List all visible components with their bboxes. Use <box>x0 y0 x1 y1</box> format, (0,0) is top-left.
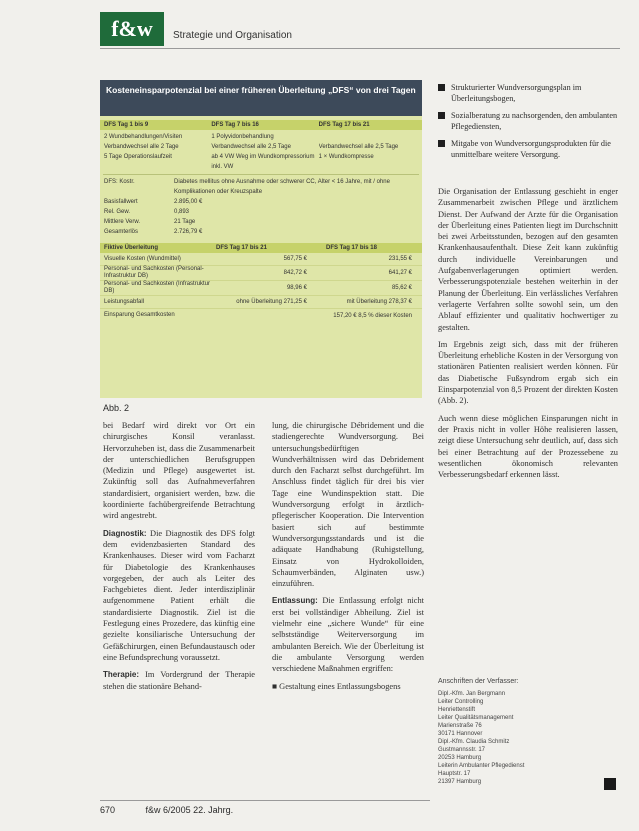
paragraph-lead: Therapie: <box>103 670 140 680</box>
author-addresses <box>438 678 588 786</box>
row-value: 641,27 € <box>388 270 412 276</box>
detail-line: Verbandwechsel alle 2,5 Tage <box>211 144 291 150</box>
kv-value: 21 Tage <box>174 219 196 225</box>
row-value: 157,20 € 8,5 % dieser Kosten <box>333 312 412 319</box>
paragraph-text: ■ Gestaltung eines Entlassungsbogens <box>272 681 401 691</box>
paragraph <box>103 528 255 664</box>
paragraph-lead: Entlassung: <box>272 596 318 606</box>
address-line: Leiter Controlling <box>438 699 484 705</box>
figure-caption: Abb. 2 <box>103 403 130 413</box>
kv-value: 2.895,00 € <box>174 199 203 205</box>
paragraph-text: lung, die chirurgische Débridement und die stadiengerechte Wundversorgung. Bei untersuchungsbedürftigen Wundverhältnissen wird das Debridement durch den Facharzt selbst durchgeführt. Im Anschluss findet täglich für drei bis vier Tage eine Wundinspektion statt. Die Wundversorgung erfolgt in ärztlich-pflegerischer Kooperation. Die Intervention basiert sich auf bestimmte Wundversorgungsstandards und ist die adäquate Handhabung (Ruhigstellung, Einsatz von Hydrokolloiden, Schaumverbänden, Alginaten usw.) einzuführen. <box>272 421 424 589</box>
address-line: Leiter Qualitätsmanagement <box>438 715 514 721</box>
table-row <box>100 296 422 309</box>
bullet-list <box>438 82 618 166</box>
page-footer <box>100 805 233 815</box>
row-value: 567,75 € <box>283 256 307 262</box>
paragraph: Auch wenn diese möglichen Einsparungen nicht in der Praxis nicht in voller Höhe realisieren lassen, zeigt diese Untersuchung sehr deutlich, auf, dass sich bei einer Betrachtung auf der Prozessebene zu wesentlichen ökonomisch relevanten Verbesserungsbedarf erkennen lässt. <box>438 413 618 480</box>
kv-row <box>100 217 422 227</box>
bullet-text: Mitgabe von Wundversorgungsprodukten für die unmittelbare weitere Versorgung. <box>451 139 611 159</box>
phase-details-col-2 <box>207 132 314 172</box>
table-header-cell: Fiktive Überleitung <box>104 245 159 251</box>
end-of-article-mark <box>604 778 616 790</box>
row-label: Personal- und Sachkosten (Infrastruktur DB) <box>104 281 211 294</box>
page-number: 670 <box>100 805 116 815</box>
paragraph-text: Die Entlassung erfolgt nicht erst bei vollständiger Abheilung. Ziel ist vielmehr eine „sichere Wunde“ für eine selbstständige Weiterversorgung im ambulanten Bereich. Wie der Überleitung ist die ambulante Versorgung werden verschiedene Maßnahmen ergriffen: <box>272 596 424 674</box>
paragraph-text: Im Vordergrund der Therapie stehen die stationäre Behand- <box>103 670 255 691</box>
detail-line: inkl. VW <box>211 164 234 170</box>
detail-line: Verbandwechsel alle 2,5 Tage <box>318 144 399 150</box>
table-row <box>100 253 422 266</box>
journal-logo: f&w <box>100 12 164 46</box>
kv-row <box>100 207 422 217</box>
detail-line: ab 4 VW Weg im Wundkompressorium <box>211 154 315 160</box>
kv-row <box>100 177 422 197</box>
paragraph: Die Organisation der Entlassung geschieht in enger Zusammenarbeit zwischen Pflege und ärztlichem Dienst. Der Aufwand der Arzte für die Organisation der Überleitung eines Patienten liegt im Durchschnitt bei zwei Arbeitsstunden, bezogen auf den gesamten Krankenhausaufenthalt. Diese Zeit kann zukünftig durch individuelle Vereinbarungen und Aufgabenverlagerungen optimiert werden. Verbesserungspotenziale bestehen weiterhin in der Planung der Überleitung. Ein verlässliches Verfahren verlagerte Verfahren sollte sowohl sein, um den Ablauf effizienter und qualitativ hochwertiger zu gestalten. <box>438 187 618 332</box>
bullet-text: Strukturierter Wundversorgungsplan im Überleitungsbogen, <box>451 83 582 103</box>
paragraph-text: bei Bedarf wird direkt vor Ort ein chirurgisches Konsil veranlasst. Hervorzuheben ist, dass die Zusammenarbeit der unterschiedlichen Berufsgruppen (Medizin und Pflege) ausgewertet ist. Zukünftig soll das Aufnahmeverfahren standardisiert, organisiert werden, bzw. die koordinierte fachübergreifende Betrachtung wird angestrebt. <box>103 421 255 521</box>
box-divider <box>103 174 419 175</box>
detail-line <box>319 132 422 142</box>
bullet-item <box>438 82 618 104</box>
table-row <box>100 281 422 296</box>
table-row <box>100 309 422 322</box>
row-label: Einsparung Gesamtkosten <box>104 312 175 318</box>
paragraph-text: Die Diagnostik des DFS folgt dem evidenzbasierten Standard des Krankenhauses. Dieser wird vom Facharzt für Diabetologie des Krankenhauses vorgegeben, der auch als Leiter des Fachgebietes dient. Jeder interdisziplinär aufgenommene Patient erhält die standardisierte Diagnostik. Ziel ist die Festlegung eines Prozedere, das künftig eine gezielte konsiliarische Untersuchung der Gefäßchirurgen, einen Befundaustausch oder eine Befundsprechung voraussetzt. <box>103 528 255 662</box>
bullet-square-icon <box>438 140 445 147</box>
table-header-cell: DFS Tag 17 bis 21 <box>216 245 267 251</box>
kv-value: Diabetes mellitus ohne Ausnahme oder schwerer CC, Alter < 16 Jahre, mit / ohne Komplikationen oder Kreuzspalte <box>174 179 390 195</box>
detail-line: 1 Polyvidonbehandlung <box>211 134 274 140</box>
kv-key: Mittlere Verw. <box>104 219 141 225</box>
row-value: ohne Überleitung 271,25 € <box>236 299 307 305</box>
kv-key: Basisfallwert <box>104 199 138 205</box>
bullet-square-icon <box>438 112 445 119</box>
row-value: 85,62 € <box>391 285 412 291</box>
row-value: 231,55 € <box>388 256 412 262</box>
kv-row <box>100 227 422 237</box>
address-line: Marienstraße 76 <box>438 723 482 729</box>
kv-key: Rel. Gew. <box>104 209 131 215</box>
kv-value: 0,893 <box>174 209 190 215</box>
table-header-cell: DFS Tag 17 bis 18 <box>326 245 377 251</box>
paragraph <box>272 681 424 692</box>
address-line: Gustmannsstr. 17 <box>438 747 486 753</box>
address-line: Henriettenstift <box>438 707 476 713</box>
address-line: 21397 Hamburg <box>438 779 482 785</box>
kv-key: DFS: Kostr. <box>104 179 135 185</box>
phase-header <box>100 120 422 130</box>
row-label: Personal- und Sachkosten (Personal-Infrastruktur DB) <box>104 266 204 279</box>
paragraph <box>272 595 424 674</box>
row-value: mit Überleitung 278,37 € <box>346 299 412 305</box>
phase-details-col-3 <box>315 132 422 172</box>
journal-issue: f&w 6/2005 22. Jahrg. <box>145 805 234 815</box>
phase-col-2: DFS Tag 7 bis 16 <box>211 122 259 128</box>
box-title: Kosteneinsparpotenzial bei einer früheren Überleitung „DFS“ von drei Tagen <box>100 80 422 116</box>
address-line: Leiterin Ambulanter Pflegedienst <box>438 763 525 769</box>
cost-table-header <box>100 243 422 253</box>
address-heading: Anschriften der Verfasser: <box>438 678 519 685</box>
phase-details-col-1 <box>100 132 207 172</box>
detail-line: 2 Wundbehandlungen/Visiten <box>104 134 183 140</box>
row-label: Leistungsabfall <box>104 298 145 305</box>
kv-value: 2.726,79 € <box>174 229 203 235</box>
paragraph <box>272 420 424 589</box>
bullet-item <box>438 110 618 132</box>
row-label: Visuelle Kosten (Wundmittel) <box>104 255 181 262</box>
paragraph <box>103 669 255 692</box>
row-value: 842,72 € <box>283 270 307 276</box>
phase-details <box>100 130 422 172</box>
address-line: Dipl.-Kfm. Claudia Schmitz <box>438 739 510 745</box>
paragraph: Im Ergebnis zeigt sich, dass mit der früheren Überleitung erhebliche Kosten in der Versorgung von stationären Patienten realisiert werden können. Für das Diabetische Fußsyndrom ergab sich ein Einsparpotenzial von 8,5 Prozent der direkten Kosten (Abb. 2). <box>438 339 618 406</box>
kv-key: Gesamterlös <box>104 229 139 235</box>
cost-savings-box <box>100 80 422 398</box>
header-divider <box>100 48 620 49</box>
footer-divider <box>100 800 430 801</box>
address-line: Dipl.-Kfm. Jan Bergmann <box>438 691 506 697</box>
bullet-text: Sozialberatung zu nachsorgenden, den ambulanten Pflegediensten, <box>451 111 618 131</box>
paragraph-lead: Diagnostik: <box>103 528 147 538</box>
section-title: Strategie und Organisation <box>173 30 292 41</box>
text-column-right <box>438 186 618 486</box>
phase-col-3: DFS Tag 17 bis 21 <box>318 122 370 128</box>
address-line: 30171 Hannover <box>438 731 483 737</box>
table-row <box>100 266 422 281</box>
bullet-item <box>438 138 618 160</box>
text-column-middle <box>272 420 424 698</box>
detail-line: 1 × Wundkompresse <box>318 154 374 160</box>
phase-col-1: DFS Tag 1 bis 9 <box>104 122 149 128</box>
paragraph <box>103 420 255 522</box>
address-line: Hauptstr. 17 <box>438 771 471 777</box>
kv-row <box>100 197 422 207</box>
row-value: 98,96 € <box>286 285 307 291</box>
detail-line: 5 Tage Operationslaufzeit <box>104 154 172 160</box>
text-column-left <box>103 420 255 698</box>
address-line: 20253 Hamburg <box>438 755 482 761</box>
detail-line: Verbandwechsel alle 2 Tage <box>104 144 179 150</box>
bullet-square-icon <box>438 84 445 91</box>
